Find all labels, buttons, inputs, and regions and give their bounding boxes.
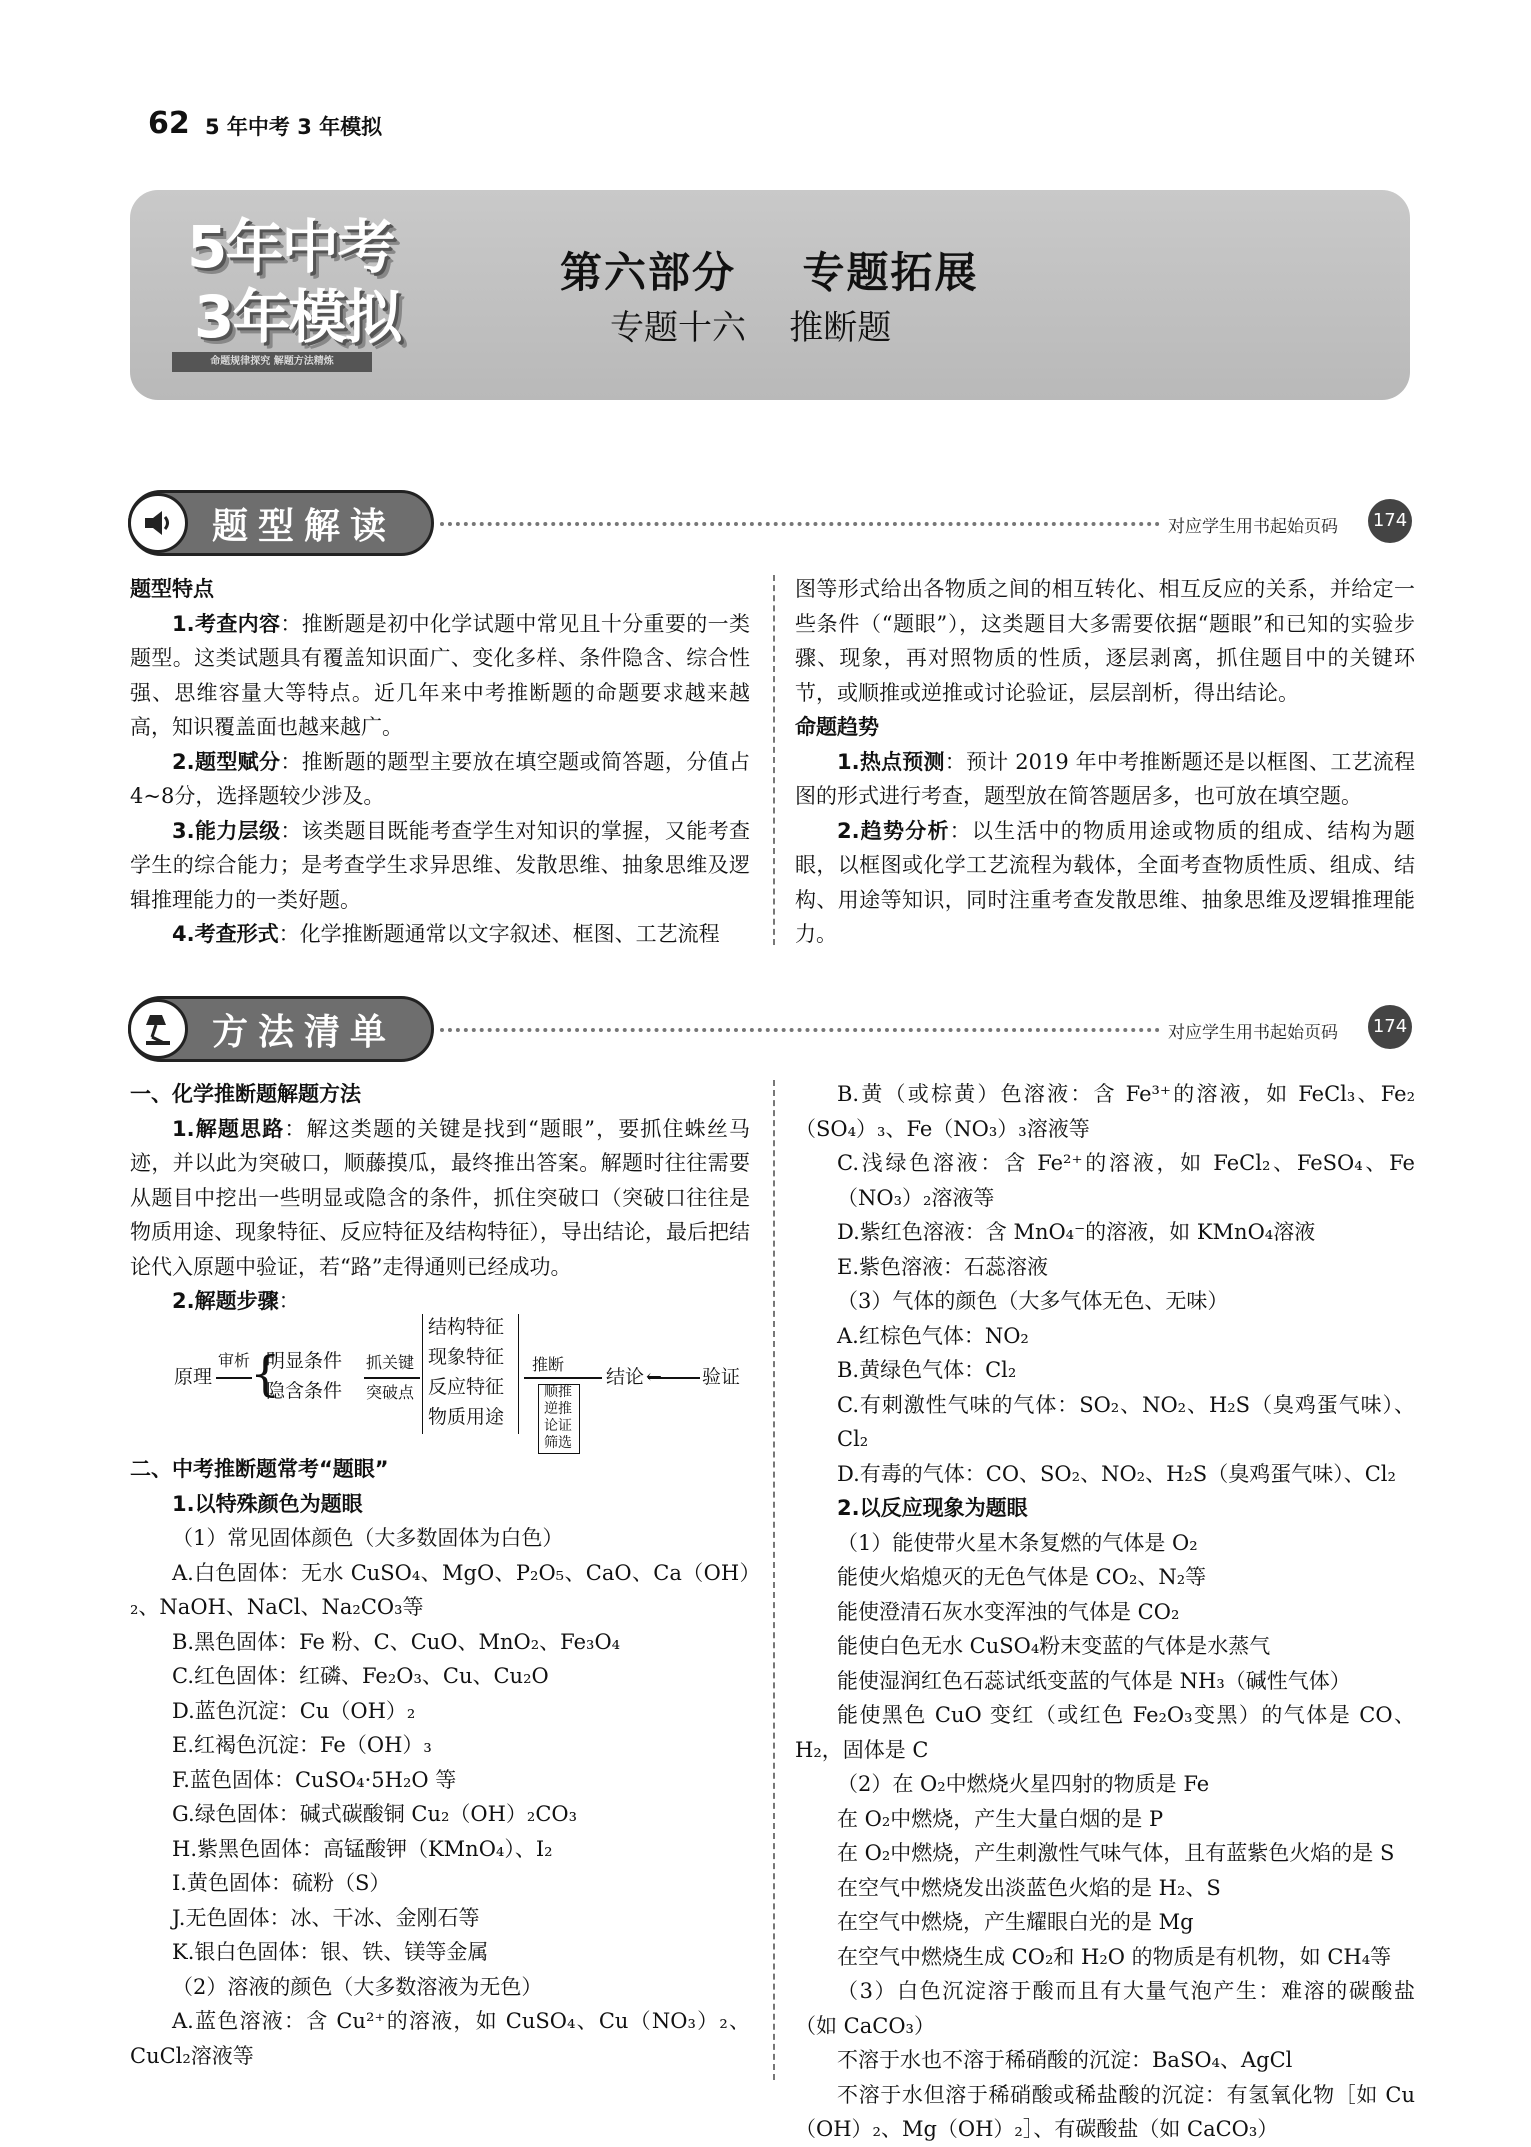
- paragraph-text: 在空气中燃烧，产生耀眼白光的是 Mg: [837, 1910, 1194, 1934]
- section-label: 题型解读: [212, 505, 397, 547]
- paragraph-text: 能使澄清石灰水变浑浊的气体是 CO₂: [837, 1599, 1180, 1624]
- flow-feature: 物质用途: [428, 1406, 505, 1428]
- paragraph-text: （2）在 O₂中燃烧火星四射的物质是 Fe: [837, 1772, 1210, 1796]
- paragraph-text: G.绿色固体：碱式碳酸铜 Cu₂（OH）₂CO₃: [172, 1802, 578, 1826]
- paragraph-text: ：该类题目既能考查学生对知识的掌握，又能考查学生的综合能力；是考查学生求异思维、发散思维、抽象思维及逻辑推理能力的一类好题。: [130, 818, 751, 912]
- paragraph: [795, 1353, 1415, 1388]
- flow-arrow-label: 突破点: [366, 1383, 415, 1402]
- column-divider: [773, 1080, 775, 2080]
- paragraph-text: 能使湿润红色石蕊试纸变蓝的气体是 NH₃（碱性气体）: [837, 1668, 1351, 1693]
- paragraph: [130, 1832, 750, 1867]
- paragraph-text: 不溶于水也不溶于稀硝酸的沉淀：BaSO₄、AgCl: [837, 2048, 1293, 2072]
- paragraph-text: ：推断题的题型主要放在填空题或简答题，分值占4~8分，选择题较少涉及。: [130, 749, 751, 808]
- paragraph-text: ：: [278, 1289, 300, 1313]
- paragraph-text: D.有毒的气体：CO、SO₂、NO₂、H₂S（臭鸡蛋气味）、Cl₂: [837, 1461, 1396, 1486]
- flow-arrow-label: 抓关键: [366, 1353, 415, 1372]
- bold-label: 1.热点预测: [837, 749, 945, 774]
- flow-method: 筛选: [544, 1435, 572, 1451]
- paragraph: [795, 2078, 1415, 2147]
- paragraph: [130, 1901, 750, 1936]
- section1-right-column: [795, 572, 1415, 952]
- paragraph-text: K.银白色固体：银、铁、镁等金属: [172, 1940, 489, 1964]
- section-heading: 一、化学推断题解题方法: [130, 1082, 361, 1106]
- paragraph-text: ：推断题是初中化学试题中常见且十分重要的一类题型。这类试题具有覆盖知识面广、变化多样、条件隐含、综合性强、思维容量大等特点。近几年来中考推断题的命题要求越来越高，知识覆盖面也越来越广。: [130, 611, 751, 739]
- paragraph-text: ：化学推断题通常以文字叙述、框图、工艺流程: [278, 922, 720, 946]
- section-heading: 命题趋势: [795, 715, 879, 739]
- paragraph: [130, 745, 750, 814]
- paragraph: [795, 814, 1415, 952]
- logo-line1: 5年中考: [187, 213, 394, 281]
- paragraph-text: C.有刺激性气味的气体：SO₂、NO₂、H₂S（臭鸡蛋气味）、Cl₂: [837, 1392, 1415, 1451]
- flow-condition: 隐含条件: [266, 1380, 343, 1402]
- flow-arrowhead: ←: [646, 1366, 662, 1388]
- paragraph: [795, 1836, 1415, 1871]
- paragraph: [130, 917, 750, 952]
- section-header-question-type: [128, 490, 434, 556]
- paragraph: [795, 1215, 1415, 1250]
- paragraph: [795, 1940, 1415, 1975]
- paragraph-text: C.红色固体：红磷、Fe₂O₃、Cu、Cu₂O: [172, 1664, 549, 1688]
- dotted-leader: [440, 522, 1160, 526]
- paragraph-text: ：解这类题的关键是找到“题眼”，要抓住蛛丝马迹，并以此为突破口，顺藤摸瓜，最终推出答案。解题时往往需要从题目中挖出一些明显或隐含的条件，抓住突破口（突破口往往是物质用途、现象特征、反应特征及结构特征），导出结论，最后把结论代入原题中验证，若“路”走得通则已经成功。: [130, 1116, 750, 1279]
- paragraph-text: D.蓝色沉淀：Cu（OH）₂: [172, 1698, 416, 1723]
- paragraph: [795, 1077, 1415, 1146]
- brace: {: [250, 1346, 281, 1402]
- flow-arrow-label: 审析: [218, 1351, 251, 1370]
- lamp-icon: [128, 999, 188, 1059]
- section2-right-column: [795, 1077, 1415, 2147]
- bold-label: 4.考查形式: [172, 922, 279, 946]
- bold-label: 1.以特殊颜色为题眼: [172, 1491, 363, 1516]
- flow-result: 结论: [606, 1366, 645, 1388]
- paragraph-text: （3）气体的颜色（大多气体无色、无味）: [837, 1289, 1229, 1313]
- paragraph: [795, 1319, 1415, 1354]
- bold-label: 2.趋势分析: [837, 818, 950, 843]
- flow-arrow-label: 推断: [532, 1355, 565, 1374]
- paragraph: [130, 1728, 750, 1763]
- paragraph-text: A.白色固体：无水 CuSO₄、MgO、P₂O₅、CaO、Ca（OH）₂、NaOH、NaCl、Na₂CO₃等: [130, 1560, 750, 1619]
- paragraph-text: A.蓝色溶液：含 Cu²⁺的溶液，如 CuSO₄、Cu（NO₃）₂、CuCl₂溶液等: [130, 2009, 750, 2068]
- flow-arrow: [216, 1377, 252, 1379]
- paragraph: [795, 1698, 1415, 1767]
- flow-condition: 明显条件: [266, 1350, 343, 1372]
- bold-label: 2.题型赋分: [172, 749, 281, 774]
- paragraph: [795, 1250, 1415, 1285]
- paragraph: [795, 1767, 1415, 1802]
- paragraph: [795, 1905, 1415, 1940]
- paragraph-text: （3）白色沉淀溶于酸而且有大量气泡产生：难溶的碳酸盐（如 CaCO₃）: [795, 1979, 1415, 2038]
- part-title: 第六部分 专题拓展: [560, 248, 979, 297]
- section-label: 方法清单: [212, 1011, 397, 1053]
- paragraph-text: E.紫色溶液：石蕊溶液: [837, 1254, 1049, 1279]
- paragraph: [795, 1560, 1415, 1595]
- topic-title: 专题十六 推断题: [610, 308, 892, 348]
- book-title: 5 年中考 3 年模拟: [205, 115, 383, 139]
- flow-method: 顺推: [544, 1384, 572, 1400]
- paragraph: [795, 1388, 1415, 1457]
- paragraph: [130, 1112, 750, 1285]
- paragraph-text: ：预计 2019 年中考推断题还是以框图、工艺流程图的形式进行考查，题型放在简答题居多，也可放在填空题。: [795, 749, 1415, 808]
- paragraph-text: 能使白色无水 CuSO₄粉末变蓝的气体是水蒸气: [837, 1634, 1271, 1658]
- paragraph: [795, 1595, 1415, 1630]
- paragraph-text: 在空气中燃烧生成 CO₂和 H₂O 的物质是有机物，如 CH₄等: [837, 1944, 1392, 1969]
- paragraph: [795, 1871, 1415, 1906]
- paragraph-text: 在空气中燃烧发出淡蓝色火焰的是 H₂、S: [837, 1875, 1221, 1900]
- paragraph-text: ：以生活中的物质用途或物质的组成、结构为题眼，以框图或化学工艺流程为载体，全面考查物质性质、组成、结构、用途等知识，同时注重考查发散思维、抽象思维及逻辑推理能力。: [795, 818, 1415, 946]
- paragraph-text: I.黄色固体：硫粉（S）: [172, 1871, 391, 1895]
- flow-start: 原理: [174, 1366, 213, 1388]
- paragraph: [795, 572, 1415, 710]
- flow-method: 论证: [544, 1418, 572, 1434]
- paragraph: [130, 1763, 750, 1798]
- flow-method: 逆推: [544, 1401, 572, 1417]
- paragraph-text: 在 O₂中燃烧，产生刺激性气味气体，且有蓝紫色火焰的是 S: [837, 1841, 1395, 1865]
- paragraph: [795, 1664, 1415, 1699]
- paragraph-text: D.紫红色溶液：含 MnO₄⁻的溶液，如 KMnO₄溶液: [837, 1220, 1316, 1244]
- paragraph-text: 在 O₂中燃烧，产生大量白烟的是 P: [837, 1806, 1164, 1831]
- paragraph-text: 图等形式给出各物质之间的相互转化、相互反应的关系，并给定一些条件（“题眼”），这类题目大多需要依据“题眼”和已知的实验步骤、现象，再对照物质的性质，逐层剥离，抓住题目中的关键环节，或顺推或逆推或讨论验证，层层剖析，得出结论。: [795, 577, 1415, 705]
- flow-verify: 验证: [702, 1366, 741, 1388]
- flow-feature: 结构特征: [428, 1316, 505, 1338]
- paragraph-text: C.浅绿色溶液：含 Fe²⁺的溶液，如 FeCl₂、FeSO₄、Fe（NO₃）₂溶液等: [837, 1151, 1415, 1210]
- bracket: [516, 1314, 519, 1434]
- paragraph-text: （2）溶液的颜色（大多数溶液为无色）: [172, 1974, 543, 1999]
- bold-label: 3.能力层级: [172, 818, 281, 843]
- paragraph-text: A.红棕色气体：NO₂: [837, 1323, 1029, 1348]
- paragraph-text: 能使火焰熄灭的无色气体是 CO₂、N₂等: [837, 1565, 1207, 1589]
- paragraph: [795, 1802, 1415, 1837]
- paragraph: [130, 1970, 750, 2005]
- paragraph-text: 不溶于水但溶于稀硝酸或稀盐酸的沉淀：有氢氧化物［如 Cu（OH）₂、Mg（OH）₂］、有碳酸盐（如 CaCO₃）: [795, 2082, 1415, 2141]
- paragraph: [795, 2043, 1415, 2078]
- paragraph: [130, 1556, 750, 1625]
- paragraph: [795, 1974, 1415, 2043]
- bold-label: 2.解题步骤: [172, 1289, 279, 1313]
- bracket: [422, 1314, 425, 1434]
- paragraph-text: F.蓝色固体：CuSO₄·5H₂O 等: [172, 1767, 457, 1792]
- section-heading: 二、中考推断题常考“题眼”: [130, 1457, 389, 1481]
- bold-label: 1.解题思路: [172, 1116, 285, 1141]
- book-logo: [132, 200, 402, 390]
- paragraph: [795, 1457, 1415, 1492]
- paragraph: [130, 607, 750, 745]
- paragraph: [795, 1629, 1415, 1664]
- section-heading: 题型特点: [130, 577, 214, 601]
- paragraph-text: 能使黑色 CuO 变红（或红色 Fe₂O₃变黑）的气体是 CO、H₂，固体是 C: [795, 1703, 1415, 1762]
- section2-left-bottom: [130, 1452, 750, 2073]
- paragraph: [130, 1866, 750, 1901]
- flow-feature: 反应特征: [428, 1376, 505, 1398]
- flow-feature: 现象特征: [428, 1346, 505, 1368]
- paragraph: [130, 1659, 750, 1694]
- paragraph-text: E.红褐色沉淀：Fe（OH）₃: [172, 1733, 432, 1757]
- paragraph-text: J.无色固体：冰、干冰、金刚石等: [172, 1905, 480, 1930]
- paragraph: [795, 1526, 1415, 1561]
- flow-arrow: [524, 1377, 602, 1379]
- bold-label: 1.考查内容: [172, 611, 281, 636]
- logo-ribbon: 命题规律探究 解题方法精炼: [172, 352, 372, 372]
- page-ref-number: 174: [1368, 1005, 1412, 1049]
- section-header-method-list: [128, 996, 434, 1062]
- paragraph: [795, 1284, 1415, 1319]
- page-ref-label: 对应学生用书起始页码: [1168, 1023, 1338, 1043]
- paragraph: [130, 1521, 750, 1556]
- section2-left-top: [130, 1077, 750, 1319]
- bold-label: 2.以反应现象为题眼: [837, 1496, 1028, 1520]
- paragraph: [795, 1491, 1415, 1526]
- paragraph-text: B.黄（或棕黄）色溶液：含 Fe³⁺的溶液，如 FeCl₃、Fe₂（SO₄）₃、Fe（NO₃）₃溶液等: [795, 1082, 1415, 1141]
- paragraph-text: B.黄绿色气体：Cl₂: [837, 1358, 1017, 1382]
- page-number: 62: [148, 106, 190, 141]
- paragraph: [130, 2004, 750, 2073]
- paragraph-text: B.黑色固体：Fe 粉、C、CuO、MnO₂、Fe₃O₄: [172, 1629, 621, 1654]
- column-divider: [773, 575, 775, 945]
- paragraph: [130, 1625, 750, 1660]
- paragraph: [795, 745, 1415, 814]
- speaker-icon: [128, 493, 188, 553]
- section1-left-column: [130, 572, 750, 952]
- paragraph: [130, 1797, 750, 1832]
- paragraph-text: H.紫黑色固体：高锰酸钾（KMnO₄）、I₂: [172, 1836, 553, 1861]
- flow-arrow: [364, 1377, 420, 1379]
- logo-line2: 3年模拟: [194, 283, 401, 351]
- paragraph: [795, 1146, 1415, 1215]
- dotted-leader: [440, 1028, 1160, 1032]
- paragraph: [130, 1694, 750, 1729]
- solving-steps-diagram: [170, 1310, 740, 1450]
- page-ref-number: 174: [1368, 499, 1412, 543]
- paragraph: [130, 814, 750, 918]
- paragraph-text: （1）常见固体颜色（大多数固体为白色）: [172, 1526, 564, 1550]
- paragraph: [130, 1935, 750, 1970]
- paragraph: [130, 1487, 750, 1522]
- paragraph-text: （1）能使带火星木条复燃的气体是 O₂: [837, 1530, 1198, 1555]
- page-ref-label: 对应学生用书起始页码: [1168, 517, 1338, 537]
